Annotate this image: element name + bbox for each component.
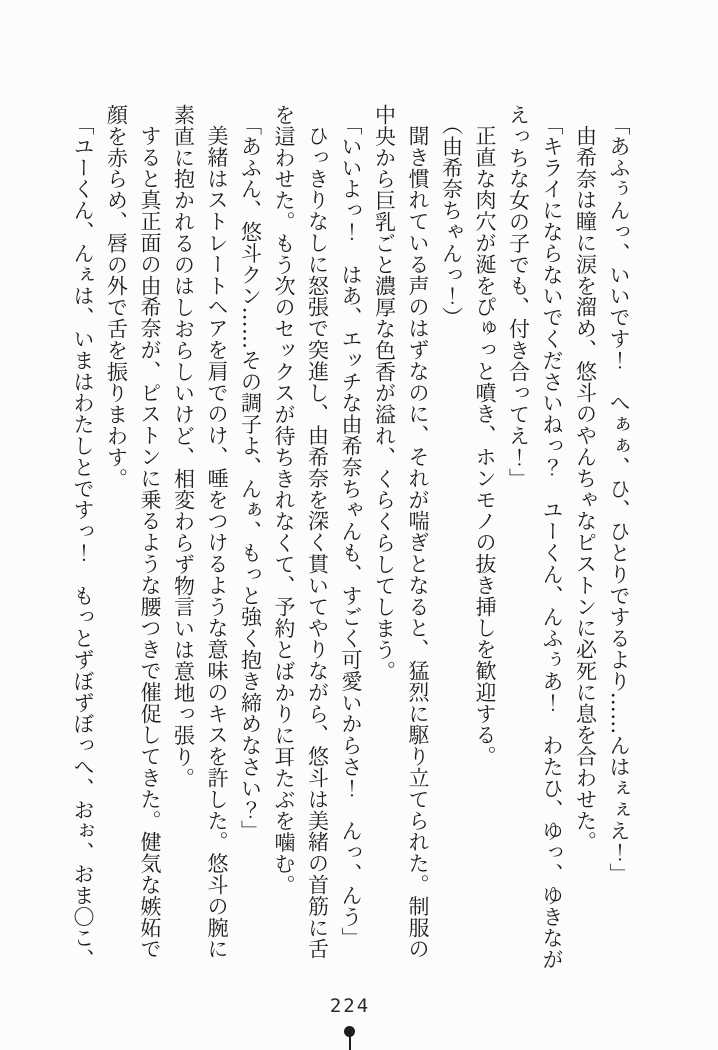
footer-stem-mark-icon	[349, 1035, 351, 1050]
text-line: を這わせた。もう次のセックスが待ちきれなくて、予約とばかりに耳たぶを噛む。	[272, 104, 296, 896]
text-line: 正直な肉穴が涎をぴゅっと噴き、ホンモノの抜き挿しを歓迎する。	[473, 125, 497, 767]
text-line: すると真正面の由希奈が、ピストンに乗るような腰つきで催促してきた。健気な嫉妬で	[138, 125, 162, 960]
text-line: 「あふぅんっ、いいです！ へぁぁ、ひ、ひとりでするより……んはぇぇえ！」	[607, 114, 631, 885]
text-line: 中央から巨乳ごと濃厚な色香が溢れ、くらくらしてしまう。	[372, 104, 397, 682]
text-line: （由希奈ちゃんっ！）	[439, 114, 464, 328]
text-line: 「いいよっ！ はあ、エッチな由希奈ちゃんも、すごく可愛いからさ！ んっ、んう」	[339, 114, 363, 949]
text-line: 聞き慣れている声のはずなのに、それが喘ぎとなると、猛烈に駆り立てられた。制服の	[406, 125, 430, 960]
text-line: 美緒はストレートヘアを肩でのけ、唾をつけるような意味のキスを許した。悠斗の腕に	[205, 125, 229, 960]
text-line: 「キライにならないでくださいねっ？ ユーくん、んふぅあ！ わたひ、ゆっ、ゆきなが	[540, 114, 564, 970]
text-line: 「ユーくん、んぇは、いまはわたしとですっ！ もっとずぼずぼっへ、おぉ、おま〇こ、	[71, 114, 95, 970]
text-block	[65, 104, 635, 970]
text-line: えっちな女の子でも、付き合ってえ！」	[506, 104, 531, 490]
text-line: 「あふん、悠斗クン……その調子よ、んぁ、もっと強く抱き締めなさい？」	[238, 114, 263, 842]
text-line: 素直に抱かれるのはしおらしいけど、相変わらず物言いは意地っ張り。	[171, 104, 196, 789]
text-line: 由希奈は瞳に涙を溜め、悠斗のやんちゃなピストンに必死に息を合わせた。	[573, 125, 598, 853]
page-footer	[316, 995, 384, 1017]
page-number: 224	[329, 995, 371, 1017]
text-line: ひっきりなしに怒張で突進し、由希奈を深く貫いてやりながら、悠斗は美緒の首筋に舌	[305, 125, 330, 960]
text-line: 顔を赤らめ、唇の外で舌を振りまわす。	[104, 104, 129, 490]
